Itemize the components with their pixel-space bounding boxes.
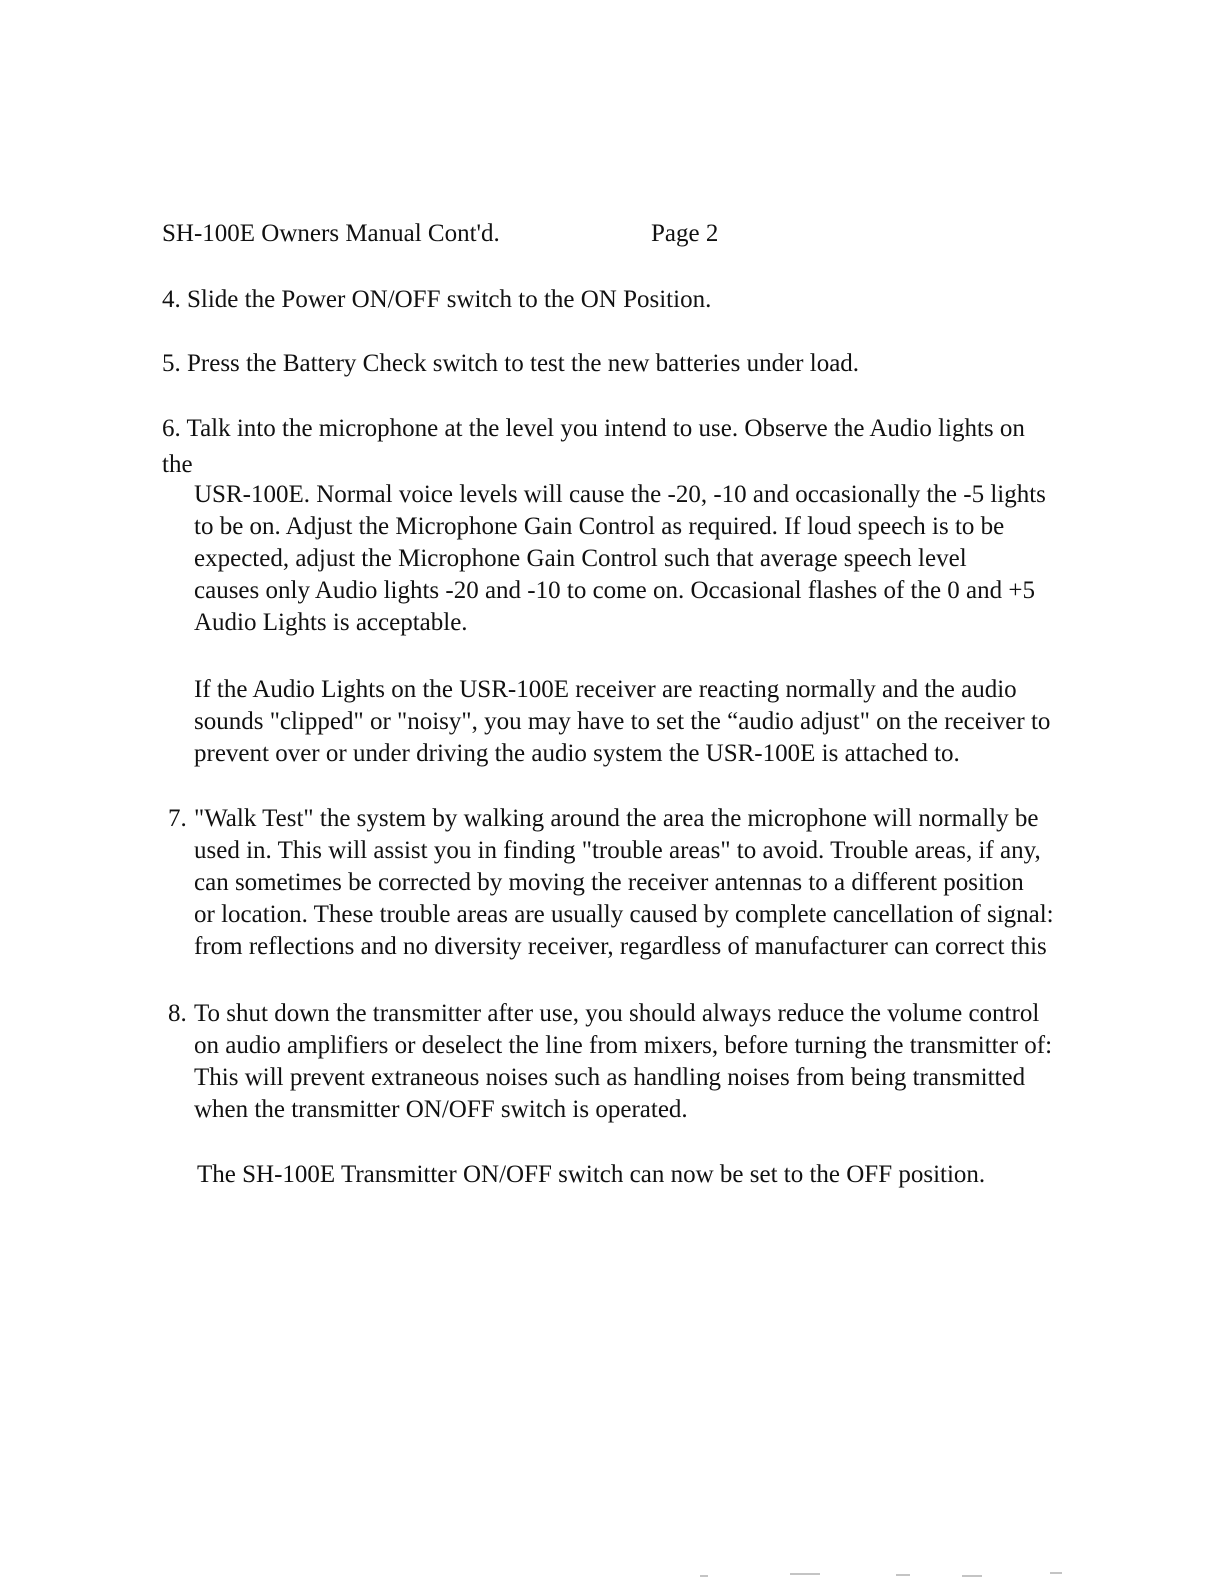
step-6-note-line: sounds "clipped" or "noisy", you may have to set the “audio adjust" on the receiver to	[194, 708, 1051, 735]
step-5: 5. Press the Battery Check switch to test the new batteries under load.	[162, 350, 860, 377]
step-6-line: causes only Audio lights -20 and -10 to come on. Occasional flashes of the 0 and +5	[194, 577, 1036, 604]
scan-artifact	[1050, 1572, 1062, 1574]
scan-artifact	[790, 1573, 820, 1575]
step-8-final: The SH-100E Transmitter ON/OFF switch can now be set to the OFF position.	[197, 1161, 986, 1188]
scan-artifact	[896, 1574, 910, 1576]
step-6-line: Audio Lights is acceptable.	[194, 609, 468, 636]
scan-artifact	[962, 1575, 982, 1577]
step-7-line: from reflections and no diversity receiver, regardless of manufacturer can correct this	[194, 933, 1047, 960]
step-8-line: To shut down the transmitter after use, you should always reduce the volume control	[194, 1000, 1040, 1027]
page-number: Page 2	[651, 220, 719, 247]
step-6-note-line: If the Audio Lights on the USR-100E receiver are reacting normally and the audio	[194, 676, 1017, 703]
step-6-first-line: 6. Talk into the microphone at the level you intend to use. Observe the Audio lights on	[162, 415, 1025, 442]
step-7-line: used in. This will assist you in finding "trouble areas" to avoid. Trouble areas, if any,	[194, 837, 1041, 864]
step-8-line: on audio amplifiers or deselect the line from mixers, before turning the transmitter of:	[194, 1032, 1053, 1059]
step-6-note	[194, 674, 1194, 770]
scan-artifact	[700, 1575, 708, 1577]
step-7-line: can sometimes be corrected by moving the receiver antennas to a different position	[194, 869, 1024, 896]
step-6-wrap: the	[162, 451, 193, 478]
step-6-line: USR-100E. Normal voice levels will cause the -20, -10 and occasionally the -5 lights	[194, 481, 1046, 508]
document-title: SH-100E Owners Manual Cont'd.	[162, 220, 500, 247]
step-7-body	[194, 803, 1194, 963]
page-header	[162, 218, 719, 250]
step-6-line: to be on. Adjust the Microphone Gain Control as required. If loud speech is to be	[194, 513, 1005, 540]
step-7-line: or location. These trouble areas are usually caused by complete cancellation of signal:	[194, 901, 1054, 928]
step-8-line: This will prevent extraneous noises such as handling noises from being transmitted	[194, 1064, 1026, 1091]
step-7-line: "Walk Test" the system by walking around the area the microphone will normally be	[194, 805, 1039, 832]
step-8-number: 8.	[168, 1000, 187, 1027]
step-6-body	[194, 479, 1194, 639]
step-6-note-line: prevent over or under driving the audio system the USR-100E is attached to.	[194, 740, 960, 767]
step-8-body	[194, 998, 1194, 1126]
step-6-line: expected, adjust the Microphone Gain Control such that average speech level	[194, 545, 967, 572]
step-7-number: 7.	[168, 805, 187, 832]
step-8-line: when the transmitter ON/OFF switch is operated.	[194, 1096, 688, 1123]
step-4: 4. Slide the Power ON/OFF switch to the ON Position.	[162, 286, 712, 313]
